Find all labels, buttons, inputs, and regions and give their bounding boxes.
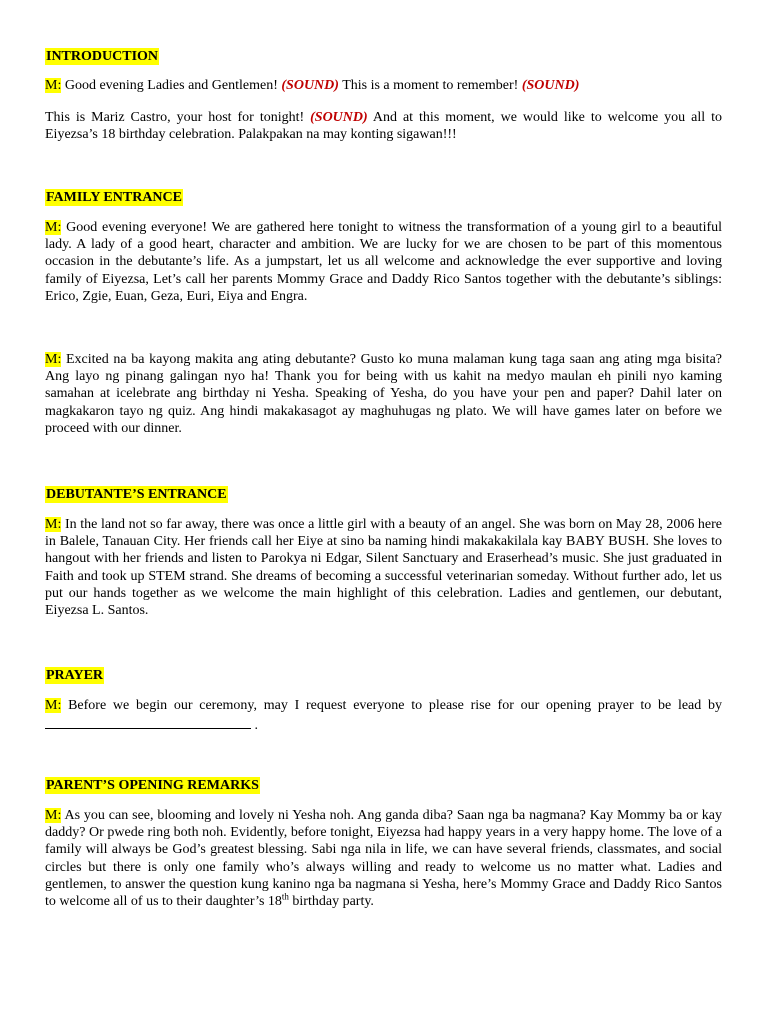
speaker-tag: M: [45, 78, 62, 93]
prayer-text-end: . [254, 718, 258, 734]
parents-remarks-text: As you can see, blooming and lovely ni Yesha noh. Ang ganda diba? Saan nga ba nagmana? Kay Mommy ba or kay daddy? Or pwede ring both noh. Evidently, before tonight, Eiyezsa had happy years in a very happy home. The love of a family will always be God’s greatest blessing. Sabi nga nila in life, we can have several friends, classmates, and social circles but there is only one family who’s always willing and ready to welcome us no matter what. Ladies and gentlemen, to answer the question kung kanino nga ba nagmana si Yesha, here’s Mommy Grace and Daddy Rico Santos to welcome all of us to their daughter’s 18 [45, 808, 722, 910]
family-entrance-text-2: Excited na ba kayong makita ang ating debutante? Gusto ko muna malaman kung taga saan ang ating mga bisita? Ang layo ng pinang galingan nyo ha! Thank you for being with us kahit na medyo maulan eh pinili nyo kaming samahan at icelebrate ang birthday ni Yesha. Speaking of Yesha, do you have your pen and paper? Dahil later on magkakaron tayo ng quiz. Ang hindi makakasagot ay maghuhugas ng plato. We will have games later on before we proceed with our dinner. [45, 352, 723, 436]
prayer-heading-row [45, 666, 722, 684]
family-entrance-paragraph-2 [45, 351, 722, 437]
introduction-paragraph-2 [45, 109, 722, 143]
speaker-tag: M: [45, 517, 62, 532]
introduction-heading: INTRODUCTION [46, 49, 159, 64]
family-entrance-paragraph-1 [45, 219, 722, 305]
debutante-entrance-paragraph [45, 516, 722, 619]
speaker-tag: M: [45, 698, 62, 713]
speaker-tag: M: [45, 220, 62, 235]
sound-cue: (SOUND) [281, 78, 339, 93]
family-entrance-heading: FAMILY ENTRANCE [46, 190, 182, 205]
prayer-paragraph [45, 697, 722, 734]
introduction-paragraph-1 [45, 77, 722, 94]
ordinal-suffix: th [281, 891, 289, 902]
sound-cue: (SOUND) [521, 78, 580, 93]
debutante-entrance-text: In the land not so far away, there was once a little girl with a beauty of an angel. She was born on May 28, 2006 here in Balele, Tanauan City. Her friends call her Eiye at sino ba naming hindi makakakilala kay BABY BUSH. She loves to hangout with her friends and listen to Parokya ni Edgar, Silent Sanctuary and Eraserhead’s music. She just graduated in Faith and took up STEM strand. She dreams of becoming a successful veterinarian someday. Without further ado, let us put our hands together as we welcome the main highlight of this celebration. Ladies and gentlemen, our debutant, Eiyezsa L. Santos. [45, 517, 723, 619]
introduction-heading-row [45, 47, 722, 65]
debutante-entrance-heading: DEBUTANTE’S ENTRANCE [46, 487, 227, 502]
family-entrance-heading-row [45, 188, 722, 206]
speaker-tag: M: [45, 808, 62, 823]
introduction-text-1b: This is a moment to remember! [342, 78, 519, 93]
prayer-heading: PRAYER [46, 668, 104, 683]
prayer-text: Before we begin our ceremony, may I request everyone to please rise for our opening prayer to be lead by [68, 698, 723, 713]
introduction-text-2b: And at this moment, we would like to welcome you all to Eiyezsa’s 18 birthday celebration. Palakpakan na may konting sigawan!!! [45, 110, 722, 143]
parents-remarks-heading-row [45, 776, 722, 794]
parents-remarks-paragraph [45, 807, 722, 910]
parents-remarks-heading: PARENT’S OPENING REMARKS [46, 778, 259, 793]
prayer-leader-blank-line [45, 714, 251, 729]
family-entrance-text-1: Good evening everyone! We are gathered here tonight to witness the transformation of a young girl to a beautiful lady. A lady of a good heart, character and ambition. We are lucky for we are chosen to be part of this momentous occasion in the debutante’s life. As a jumpstart, let us all welcome and acknowledge the ever supportive and loving family of Eiyezsa, Let’s call her parents Mommy Grace and Daddy Rico Santos together with the debutante’s siblings: Erico, Zgie, Euan, Geza, Euri, Eiya and Engra. [45, 220, 723, 304]
parents-remarks-text-end: birthday party. [288, 894, 374, 910]
introduction-text-2a: This is Mariz Castro, your host for tonight! [45, 110, 305, 125]
speaker-tag: M: [45, 352, 62, 367]
debutante-entrance-heading-row [45, 485, 722, 503]
sound-cue: (SOUND) [310, 110, 368, 125]
introduction-text-1a: Good evening Ladies and Gentlemen! [64, 78, 278, 93]
